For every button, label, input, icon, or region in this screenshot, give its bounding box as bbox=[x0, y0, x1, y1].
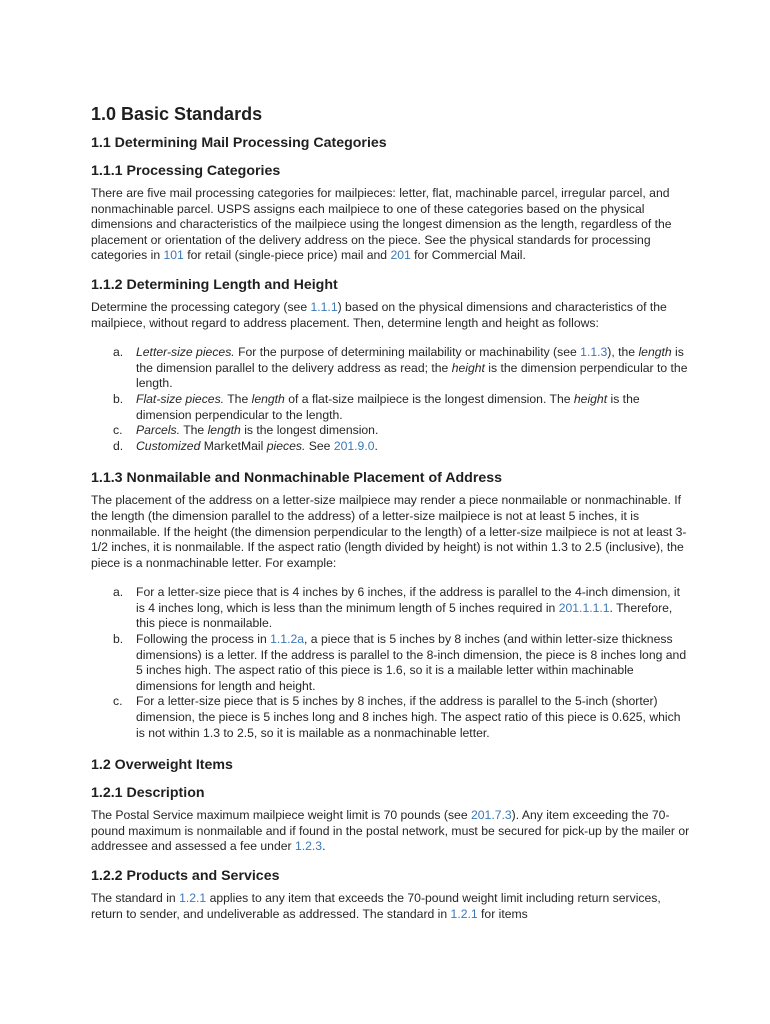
list-item: a. For a letter-size piece that is 4 inches by 6 inches, if the address is parallel to the 4-inch dimension, it is 4 inches long, which is less than the minimum length of 5 inches required in 201.1.1.1. Therefore, this piece is nonmailable. bbox=[113, 585, 680, 631]
link-201-9-0[interactable]: 201.9.0 bbox=[333, 438, 375, 453]
link-101[interactable]: 101 bbox=[163, 248, 184, 263]
paragraph-1-1-2: Determine the processing category (see 1.1.1) based on the physical dimensions and characteristics of the mailpiece, without regard to address placement. Then, determine length and height as follows: bbox=[91, 299, 667, 330]
list-item: a. Letter-size pieces. For the purpose of determining mailability or machinability (see 1.1.3), the length is the dimension parallel to the delivery address as read; the height is the dimension perpendicular to the length. bbox=[113, 345, 688, 391]
link-1-2-1[interactable]: 1.2.1 bbox=[179, 891, 207, 905]
heading-1-1: 1.1 Determining Mail Processing Categories bbox=[91, 135, 387, 151]
heading-1-1-1: 1.1.1 Processing Categories bbox=[91, 163, 281, 179]
list-1-1-2 bbox=[91, 345, 691, 454]
link-201-7-3[interactable]: 201.7.3 bbox=[471, 808, 512, 823]
heading-1-2-1: 1.2.1 Description bbox=[91, 785, 205, 802]
link-1-1-2a[interactable]: 1.1.2a bbox=[270, 632, 305, 647]
link-1-2-1-second[interactable]: 1.2.1 bbox=[450, 906, 478, 921]
list-1-1-3 bbox=[91, 585, 691, 741]
link-201-1-1-1[interactable]: 201.1.1.1 bbox=[558, 600, 610, 615]
list-item: b. Following the process in 1.1.2a, a piece that is 5 inches by 8 inches (and within letter-size thickness dimensions) is a letter. If the address is parallel to the 8-inch dimension, the piece is 8 inches long and 5 inches high. The aspect ratio of this piece is 1.6, so it is a mailable letter within machinable dimensions for length and height. bbox=[113, 632, 687, 693]
heading-1-1-2: 1.1.2 Determining Length and Height bbox=[91, 276, 338, 293]
paragraph-1-1-3: The placement of the address on a letter-size mailpiece may render a piece nonmailable or nonmachinable. If the length (the dimension parallel to the address) of a letter-size mailpiece is not at least 5 inches, it is nonmailable. If the height (the dimension perpendicular to the length) of a letter-size mailpiece is not at least 3-1/2 inches, it is nonmailable. If the aspect ratio (length divided by height) is not within 1.3 to 2.5 (inclusive), the piece is a nonmachinable letter. For example: bbox=[91, 493, 687, 570]
document-body bbox=[91, 101, 691, 922]
heading-1-1-3: 1.1.3 Nonmailable and Nonmachinable Placement of Address bbox=[91, 470, 503, 487]
heading-1-2: 1.2 Overweight Items bbox=[91, 757, 233, 774]
heading-1-0: 1.0 Basic Standards bbox=[91, 104, 263, 124]
list-item: d. Customized MarketMail pieces. See 201.9.0. bbox=[113, 438, 378, 453]
link-201[interactable]: 201 bbox=[390, 248, 411, 263]
list-item: b. Flat-size pieces. The length of a flat-size mailpiece is the longest dimension. The height is the dimension perpendicular to the length. bbox=[113, 391, 640, 422]
paragraph-1-1-1: There are five mail processing categories for mailpieces: letter, flat, machinable parcel, irregular parcel, and nonmachinable parcel. USPS assigns each mailpiece to one of these categories based on the physical dimensions and characteristics of the mailpiece using the longest dimension as the length, regardless of the placement or orientation of the delivery address on the piece. See the physical standards for processing categories in 101 for retail (single-piece price) mail and 201 for Commercial Mail. bbox=[91, 186, 672, 263]
link-1-1-1[interactable]: 1.1.1 bbox=[310, 299, 338, 314]
link-1-1-3[interactable]: 1.1.3 bbox=[580, 345, 608, 360]
paragraph-1-2-1: The Postal Service maximum mailpiece weight limit is 70 pounds (see 201.7.3). Any item exceeding the 70-pound maximum is nonmailable and if found in the postal network, must be secured for pick-up by the mailer or addressee and assessed a fee under 1.2.3. bbox=[91, 808, 690, 854]
list-item: c. Parcels. The length is the longest dimension. bbox=[113, 423, 379, 438]
heading-1-2-2: 1.2.2 Products and Services bbox=[91, 868, 280, 884]
paragraph-1-2-2: The standard in 1.2.1 applies to any item that exceeds the 70-pound weight limit including return services, return to sender, and undeliverable as addressed. The standard in 1.2.1 for items bbox=[91, 891, 661, 921]
list-item: c. For a letter-size piece that is 5 inches by 8 inches, if the address is parallel to the 5-inch (shorter) dimension, the piece is 5 inches long and 8 inches high. The aspect ratio of this piece is 0.625, which is not within 1.3 to 2.5, so it is mailable as a nonmachinable letter. bbox=[113, 694, 681, 740]
link-1-2-3[interactable]: 1.2.3 bbox=[294, 839, 323, 854]
